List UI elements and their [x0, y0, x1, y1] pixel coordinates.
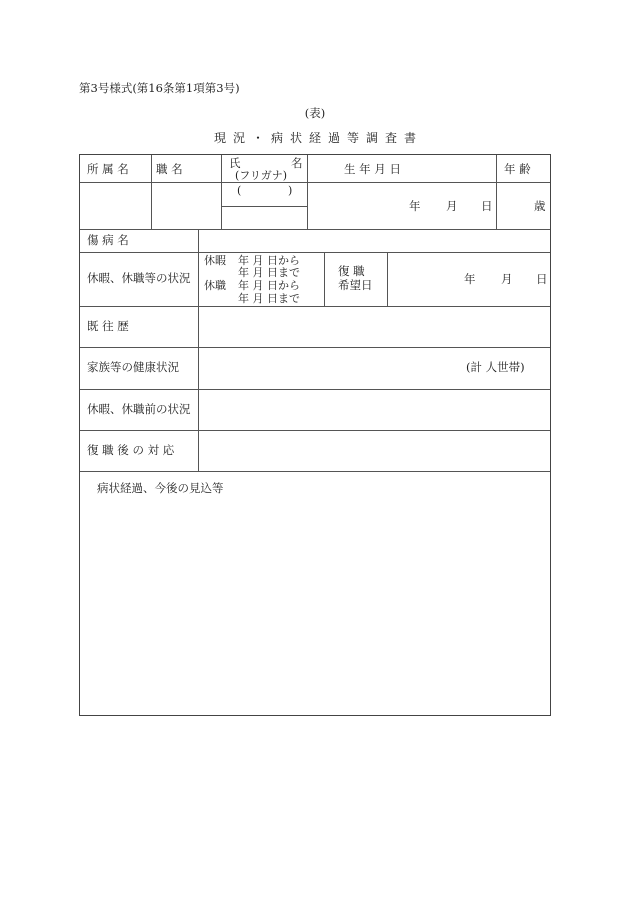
progress-prognosis-label: 病状経過、今後の見込等: [97, 481, 224, 495]
birth-year-unit: 年: [409, 199, 421, 213]
furigana-paren-open: (: [237, 184, 242, 197]
disease-label-cell: [87, 235, 191, 247]
affiliation-label-cell: [87, 164, 145, 176]
form-number: 第3号様式(第16条第1項第3号): [79, 81, 240, 95]
return-year-unit: 年: [464, 272, 476, 286]
return-desired-label-1: 復 職: [338, 264, 365, 278]
return-month-unit: 月: [501, 272, 513, 286]
leave-kyuka-from: 年 月 日から: [238, 254, 300, 267]
history-label-cell: [87, 321, 191, 333]
name-label-surname: 氏: [229, 156, 241, 170]
pre-leave-status-label: 休暇、休職前の状況: [87, 402, 191, 416]
name-label-given: 名: [291, 156, 303, 170]
birth-day-unit: 日: [481, 199, 493, 213]
return-day-unit: 日: [536, 272, 548, 286]
row-divider: [80, 252, 550, 253]
col-divider: [496, 155, 497, 229]
row-divider: [80, 430, 550, 431]
col-divider: [307, 155, 308, 229]
col-divider: [387, 252, 388, 306]
row-divider: [80, 306, 550, 307]
survey-form-table: [79, 154, 551, 716]
col-divider: [198, 229, 199, 471]
leave-kyushoku-from: 年 月 日から: [238, 279, 300, 292]
position-label: 職 名: [156, 162, 183, 176]
row-divider: [80, 347, 550, 348]
history-label: 既 往 歴: [87, 319, 129, 333]
household-count-note: (計 人世帯): [466, 360, 525, 374]
return-desired-label-2: 希望日: [338, 278, 373, 292]
row-divider: [80, 229, 550, 230]
affiliation-label: 所 属 名: [87, 162, 129, 176]
leave-status-label: 休暇、休職等の状況: [87, 271, 191, 285]
furigana-divider: [221, 206, 307, 207]
position-label-cell: [156, 164, 215, 176]
col-divider: [151, 155, 152, 229]
document-title: 現況・病状経過等調査書: [213, 131, 423, 145]
col-divider: [221, 155, 222, 229]
leave-kyuka-to: 年 月 日まで: [238, 266, 300, 279]
leave-kyuka-label: 休暇: [204, 254, 226, 267]
page-side-label: (表): [304, 106, 326, 120]
col-divider: [324, 252, 325, 306]
leave-kyushoku-to: 年 月 日まで: [238, 292, 300, 305]
furigana-label: (フリガナ): [235, 169, 288, 182]
return-response-label: 復 職 後 の 対 応: [87, 443, 175, 457]
furigana-paren-close: ): [288, 184, 293, 197]
disease-label: 傷 病 名: [87, 233, 129, 247]
row-divider: [80, 471, 550, 472]
row-divider: [80, 389, 550, 390]
birth-date-label: 生 年 月 日: [344, 162, 401, 176]
age-label: 年 齢: [504, 162, 531, 176]
birth-month-unit: 月: [446, 199, 458, 213]
family-health-label: 家族等の健康状況: [87, 360, 179, 374]
age-unit: 歳: [534, 199, 546, 213]
leave-kyushoku-label: 休職: [204, 279, 226, 292]
